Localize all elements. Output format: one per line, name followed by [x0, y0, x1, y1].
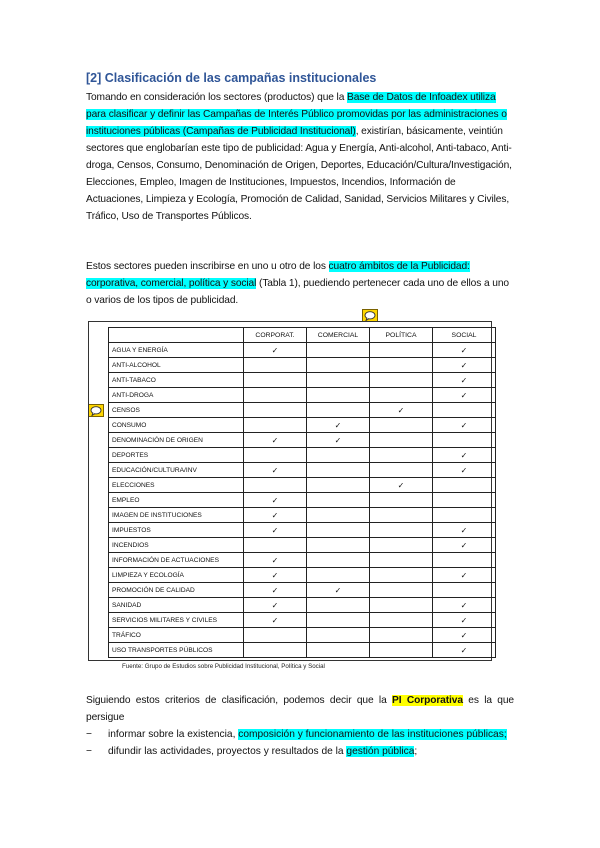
- table-row: [109, 583, 496, 598]
- highlighted-text[interactable]: gestión pública: [346, 746, 415, 757]
- table-check-cell: [433, 613, 496, 628]
- table-sector-cell: ANTI-ALCOHOL: [109, 358, 244, 373]
- table-check-cell: [244, 343, 307, 358]
- table-sector-cell: IMPUESTOS: [109, 523, 244, 538]
- section-heading: [2] Clasificación de las campañas institucionales: [86, 71, 377, 85]
- check-mark-icon: ✓: [271, 585, 279, 595]
- table-header-social: SOCIAL: [433, 328, 496, 343]
- table-sector-cell: ANTI-TABACO: [109, 373, 244, 388]
- table-row: [109, 358, 496, 373]
- table-sector-cell: CONSUMO: [109, 418, 244, 433]
- check-mark-icon: ✓: [334, 585, 342, 595]
- table-sector-cell: AGUA Y ENERGÍA: [109, 343, 244, 358]
- table-check-cell: [244, 373, 307, 388]
- table-sector-cell: TRÁFICO: [109, 628, 244, 643]
- table-check-cell: [370, 523, 433, 538]
- table-check-cell: [307, 418, 370, 433]
- table-check-cell: [307, 538, 370, 553]
- table-check-cell: [370, 463, 433, 478]
- table-check-cell: [370, 568, 433, 583]
- paragraph-text: Tomando en consideración los sectores (productos) que la: [86, 92, 348, 103]
- table-check-cell: [244, 478, 307, 493]
- table-check-cell: [433, 553, 496, 568]
- check-mark-icon: ✓: [460, 465, 468, 475]
- table-check-cell: [433, 418, 496, 433]
- table-header-empty: [109, 328, 244, 343]
- table-check-cell: [307, 553, 370, 568]
- check-mark-icon: ✓: [397, 405, 405, 415]
- paragraph-text: Estos sectores pueden inscribirse en uno u otro de los: [86, 261, 329, 272]
- table-sector-cell: ELECCIONES: [109, 478, 244, 493]
- table-check-cell: [307, 343, 370, 358]
- list-dash: −: [86, 729, 92, 740]
- table-check-cell: [433, 643, 496, 658]
- table-check-cell: [370, 613, 433, 628]
- table-check-cell: [244, 448, 307, 463]
- list-text: ;: [414, 746, 418, 757]
- table-check-cell: [307, 643, 370, 658]
- table-check-cell: [370, 433, 433, 448]
- check-mark-icon: ✓: [460, 345, 468, 355]
- table-check-cell: [370, 538, 433, 553]
- check-mark-icon: ✓: [460, 525, 468, 535]
- table-check-cell: [244, 418, 307, 433]
- table-check-cell: [244, 643, 307, 658]
- table-check-cell: [307, 463, 370, 478]
- check-mark-icon: ✓: [334, 435, 342, 445]
- highlighted-text[interactable]: composición y funcionamiento de las instituciones públicas;: [238, 729, 507, 740]
- table-row: [109, 403, 496, 418]
- table-row: [109, 523, 496, 538]
- check-mark-icon: ✓: [397, 480, 405, 490]
- check-mark-icon: ✓: [271, 435, 279, 445]
- check-mark-icon: ✓: [460, 570, 468, 580]
- table-check-cell: [244, 358, 307, 373]
- table-row: [109, 463, 496, 478]
- table-check-cell: [370, 403, 433, 418]
- table-sector-cell: INFORMACIÓN DE ACTUACIONES: [109, 553, 244, 568]
- table-sector-cell: ANTI-DROGA: [109, 388, 244, 403]
- highlighted-text[interactable]: cuatro ámbitos de la Publicidad: corporativa, comercial, política y social: [86, 261, 470, 289]
- table-check-cell: [244, 508, 307, 523]
- check-mark-icon: ✓: [460, 360, 468, 370]
- table-check-cell: [433, 343, 496, 358]
- table-row: [109, 598, 496, 613]
- table-check-cell: [307, 568, 370, 583]
- table-check-cell: [244, 493, 307, 508]
- table-row: [109, 508, 496, 523]
- table-row: [109, 553, 496, 568]
- table-row: [109, 643, 496, 658]
- table-check-cell: [370, 583, 433, 598]
- check-mark-icon: ✓: [271, 510, 279, 520]
- table-check-cell: [433, 373, 496, 388]
- table-sector-cell: EMPLEO: [109, 493, 244, 508]
- table-check-cell: [433, 463, 496, 478]
- paragraph-corporativa: [86, 692, 514, 726]
- table-row: [109, 433, 496, 448]
- table-check-cell: [307, 508, 370, 523]
- table-check-cell: [370, 508, 433, 523]
- table-check-cell: [433, 598, 496, 613]
- paragraph-sectors: [86, 89, 514, 225]
- table-check-cell: [370, 478, 433, 493]
- table-check-cell: [244, 613, 307, 628]
- table-check-cell: [433, 478, 496, 493]
- table-sector-cell: SERVICIOS MILITARES Y CIVILES: [109, 613, 244, 628]
- table-row: [109, 478, 496, 493]
- check-mark-icon: ✓: [271, 615, 279, 625]
- table-check-cell: [307, 448, 370, 463]
- table-check-cell: [433, 403, 496, 418]
- check-mark-icon: ✓: [460, 615, 468, 625]
- table-row: [109, 343, 496, 358]
- table-sector-cell: CENSOS: [109, 403, 244, 418]
- check-mark-icon: ✓: [460, 645, 468, 655]
- table-row: [109, 448, 496, 463]
- highlighted-text[interactable]: Base de Datos de Infoadex utiliza para clasificar y definir las Campañas de Interés Público promovidas por las administraciones o instituciones públicas (Campañas de Publicidad Institucional): [86, 92, 507, 137]
- check-mark-icon: ✓: [460, 420, 468, 430]
- table-check-cell: [307, 628, 370, 643]
- table-sector-cell: PROMOCIÓN DE CALIDAD: [109, 583, 244, 598]
- check-mark-icon: ✓: [271, 465, 279, 475]
- list-dash: −: [86, 746, 92, 757]
- table-check-cell: [244, 523, 307, 538]
- check-mark-icon: ✓: [271, 525, 279, 535]
- check-mark-icon: ✓: [460, 390, 468, 400]
- table-header-row: [109, 328, 496, 343]
- table-check-cell: [433, 493, 496, 508]
- table-check-cell: [433, 583, 496, 598]
- table-row: [109, 538, 496, 553]
- table-check-cell: [244, 598, 307, 613]
- table-check-cell: [307, 598, 370, 613]
- table-check-cell: [370, 493, 433, 508]
- table-row: [109, 418, 496, 433]
- check-mark-icon: ✓: [460, 540, 468, 550]
- check-mark-icon: ✓: [271, 600, 279, 610]
- paragraph-text: Siguiendo estos criterios de clasificación, podemos decir que la: [86, 695, 393, 706]
- table-check-cell: [244, 553, 307, 568]
- table-check-cell: [307, 388, 370, 403]
- list-item: [86, 743, 514, 760]
- table-check-cell: [307, 358, 370, 373]
- check-mark-icon: ✓: [271, 555, 279, 565]
- table-check-cell: [244, 628, 307, 643]
- paragraph-text: (Tabla 1), puediendo pertenecer cada uno de ellos a uno o varios de los tipos de publicidad.: [86, 278, 509, 306]
- table-sector-cell: DEPORTES: [109, 448, 244, 463]
- table-check-cell: [244, 388, 307, 403]
- check-mark-icon: ✓: [271, 570, 279, 580]
- table-header-politica: POLÍTICA: [370, 328, 433, 343]
- table-check-cell: [433, 523, 496, 538]
- table-sector-cell: SANIDAD: [109, 598, 244, 613]
- table-check-cell: [307, 493, 370, 508]
- list-text: informar sobre la existencia,: [108, 729, 239, 740]
- table-check-cell: [307, 523, 370, 538]
- table-check-cell: [244, 538, 307, 553]
- table-check-cell: [370, 553, 433, 568]
- check-mark-icon: ✓: [460, 600, 468, 610]
- table-check-cell: [370, 388, 433, 403]
- highlighted-text[interactable]: PI Corporativa: [392, 695, 463, 706]
- table-check-cell: [244, 583, 307, 598]
- table-check-cell: [370, 643, 433, 658]
- table-row: [109, 493, 496, 508]
- paragraph-text: , existirían, básicamente, veintiún sectores que englobarían este tipo de publicidad: Agua y Energía, Anti-alcohol, Anti-tabaco, Anti-droga, Censos, Consumo, Denominación de Origen, Deportes, Educación/Cultura/Investigación, Elecciones, Empleo, Imagen de Instituciones, Impuestos, Incendios, Información de Actuaciones, Limpieza y Ecología, Promoción de Calidad, Sanidad, Servicios Militares y Civiles, Tráfico, Uso de Transportes Públicos.: [86, 126, 512, 222]
- table-check-cell: [307, 478, 370, 493]
- table-sector-cell: USO TRANSPORTES PÚBLICOS: [109, 643, 244, 658]
- table-sector-cell: LIMPIEZA Y ECOLOGÍA: [109, 568, 244, 583]
- table-check-cell: [433, 448, 496, 463]
- table-check-cell: [244, 403, 307, 418]
- table-check-cell: [307, 373, 370, 388]
- table-row: [109, 568, 496, 583]
- table-sector-cell: INCENDIOS: [109, 538, 244, 553]
- table-check-cell: [307, 433, 370, 448]
- table-header-comercial: COMERCIAL: [307, 328, 370, 343]
- check-mark-icon: ✓: [460, 450, 468, 460]
- table-check-cell: [307, 403, 370, 418]
- table-check-cell: [370, 373, 433, 388]
- table-check-cell: [307, 613, 370, 628]
- table-check-cell: [370, 358, 433, 373]
- paragraph-ambitos: [86, 258, 514, 309]
- table-row: [109, 388, 496, 403]
- table-check-cell: [370, 343, 433, 358]
- check-mark-icon: ✓: [271, 345, 279, 355]
- table-check-cell: [370, 418, 433, 433]
- table-check-cell: [433, 568, 496, 583]
- table-check-cell: [433, 358, 496, 373]
- objectives-list: [86, 726, 514, 760]
- table-header-corporativa: CORPORAT.: [244, 328, 307, 343]
- table-source: Fuente: Grupo de Estudios sobre Publicidad Institucional, Política y Social: [122, 663, 325, 670]
- paragraph-text: es la que persigue: [86, 695, 514, 723]
- table-check-cell: [433, 628, 496, 643]
- classification-table: [108, 327, 496, 658]
- check-mark-icon: ✓: [460, 630, 468, 640]
- table-check-cell: [433, 433, 496, 448]
- table-body: [109, 343, 496, 658]
- table-row: [109, 373, 496, 388]
- table-sector-cell: IMAGEN DE INSTITUCIONES: [109, 508, 244, 523]
- table-check-cell: [433, 508, 496, 523]
- check-mark-icon: ✓: [460, 375, 468, 385]
- table-check-cell: [244, 433, 307, 448]
- table-check-cell: [433, 538, 496, 553]
- table-check-cell: [307, 583, 370, 598]
- table-row: [109, 613, 496, 628]
- check-mark-icon: ✓: [271, 495, 279, 505]
- table-check-cell: [244, 568, 307, 583]
- table-check-cell: [370, 628, 433, 643]
- table-row: [109, 628, 496, 643]
- check-mark-icon: ✓: [334, 420, 342, 430]
- table-check-cell: [370, 448, 433, 463]
- table-check-cell: [244, 463, 307, 478]
- list-item: [86, 726, 514, 743]
- table-sector-cell: DENOMINACIÓN DE ORIGEN: [109, 433, 244, 448]
- table-check-cell: [370, 598, 433, 613]
- list-text: difundir las actividades, proyectos y resultados de la: [108, 746, 347, 757]
- table-sector-cell: EDUCACIÓN/CULTURA/INV: [109, 463, 244, 478]
- table-check-cell: [433, 388, 496, 403]
